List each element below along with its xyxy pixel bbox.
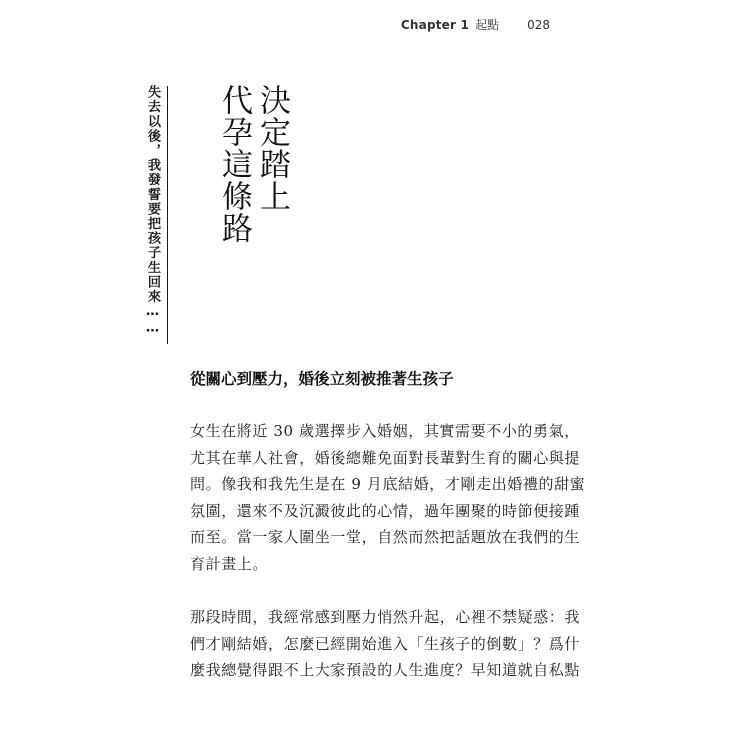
paragraph-line: 女生在將近 30 歲選擇步入婚姻，其實需要不小的勇氣， [190,422,580,440]
header-chapter: Chapter 1 [400,18,470,32]
paragraph-line: 們才剛結婚，怎麼已經開始進入「生孩子的倒數」？爲什 [190,634,581,653]
paragraph-line: 麼我總覺得跟不上大家預設的人生進度？早知道就自私點 [190,661,581,679]
chapter-title [215,84,291,244]
chapter-title-line-2: 代孕這條路 [216,84,252,244]
chapter-title-line-1: 決定踏上 [254,84,290,212]
paragraph-line: 而至。當一家人圍坐一堂，自然而然把話題放在我們的生 [190,528,581,546]
side-heading: 失去以後，我發誓要把孩子生回來…… [145,85,160,337]
running-header [401,18,550,32]
paragraph-1 [190,418,586,577]
page-number: 028 [527,18,550,32]
paragraph-2 [190,604,581,684]
side-heading-rule [167,86,168,344]
paragraph-line: 育計畫上。 [190,554,269,573]
paragraph-line: 那段時間，我經常感到壓力悄然升起，心裡不禁疑惑：我 [190,608,581,626]
paragraph-line: 問。像我和我先生是在 9 月底結婚，才剛走出婚禮的甜蜜 [190,475,586,493]
section-heading: 從關心到壓力，婚後立刻被推著生孩子 [190,370,454,388]
header-section: 起點 [475,18,500,32]
paragraph-line: 氛圍，還來不及沉澱彼此的心情，過年團聚的時節便接踵 [190,501,581,520]
paragraph-line: 尤其在華人社會，婚後總難免面對長輩對生育的關心與提 [190,448,581,467]
